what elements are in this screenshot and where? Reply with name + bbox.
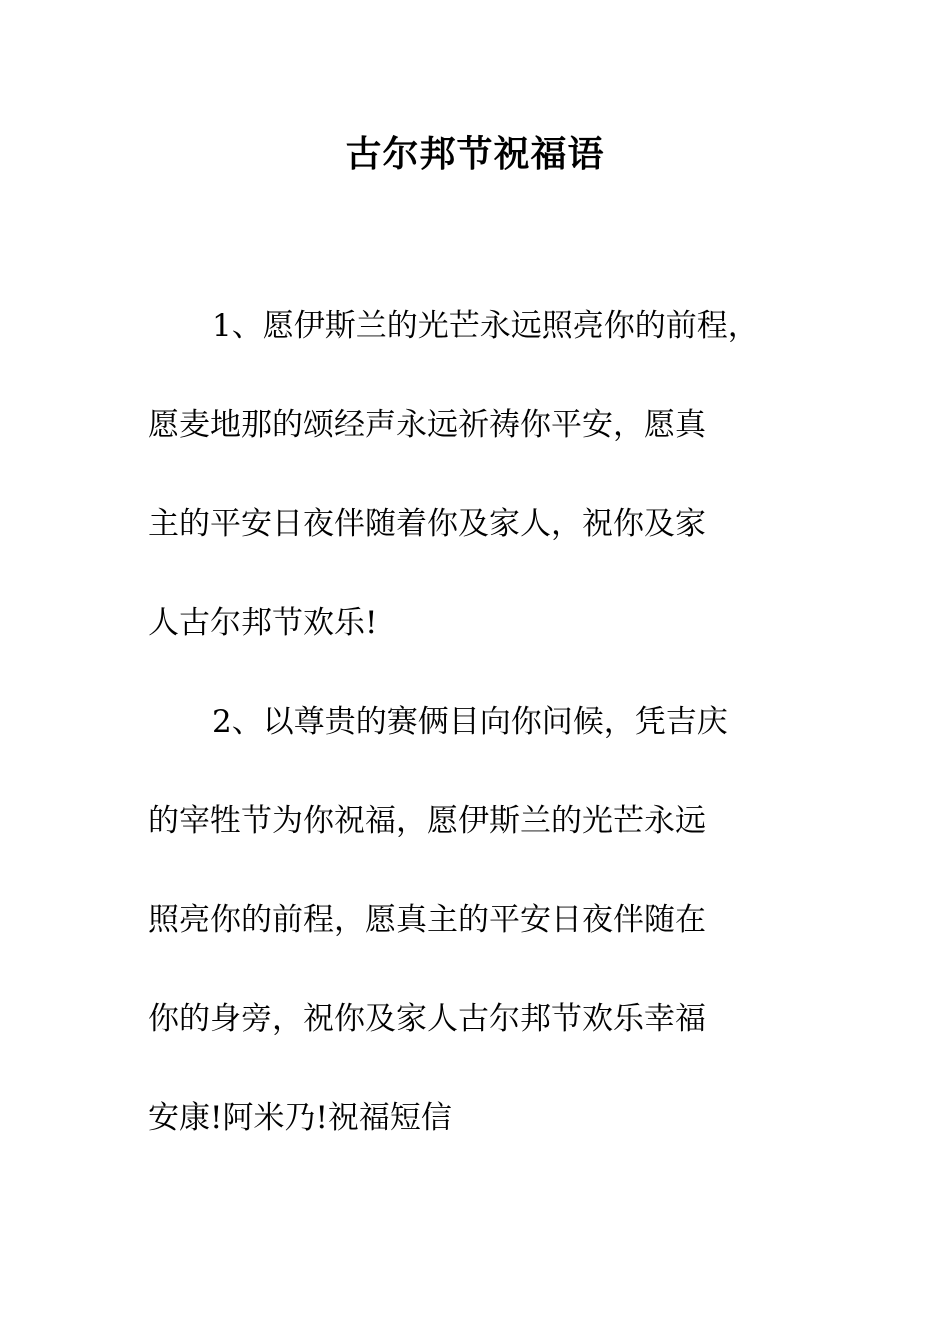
paragraph-line: 愿麦地那的颂经声永远祈祷你平安，愿真 <box>148 407 706 443</box>
paragraph-line: 2、以尊贵的赛俩目向你问候，凭吉庆 <box>212 704 728 740</box>
paragraph-line: 安康!阿米乃!祝福短信 <box>148 1100 452 1136</box>
paragraph-line: 你的身旁，祝你及家人古尔邦节欢乐幸福 <box>148 1001 706 1037</box>
paragraph-line: 主的平安日夜伴随着你及家人，祝你及家 <box>148 506 706 542</box>
document-title: 古尔邦节祝福语 <box>345 133 605 175</box>
paragraph-line: 人古尔邦节欢乐! <box>148 605 378 641</box>
paragraph-line: 1、愿伊斯兰的光芒永远照亮你的前程， <box>212 308 759 344</box>
paragraph-line: 的宰牲节为你祝福，愿伊斯兰的光芒永远 <box>148 803 706 839</box>
paragraph-line: 照亮你的前程，愿真主的平安日夜伴随在 <box>148 902 706 938</box>
